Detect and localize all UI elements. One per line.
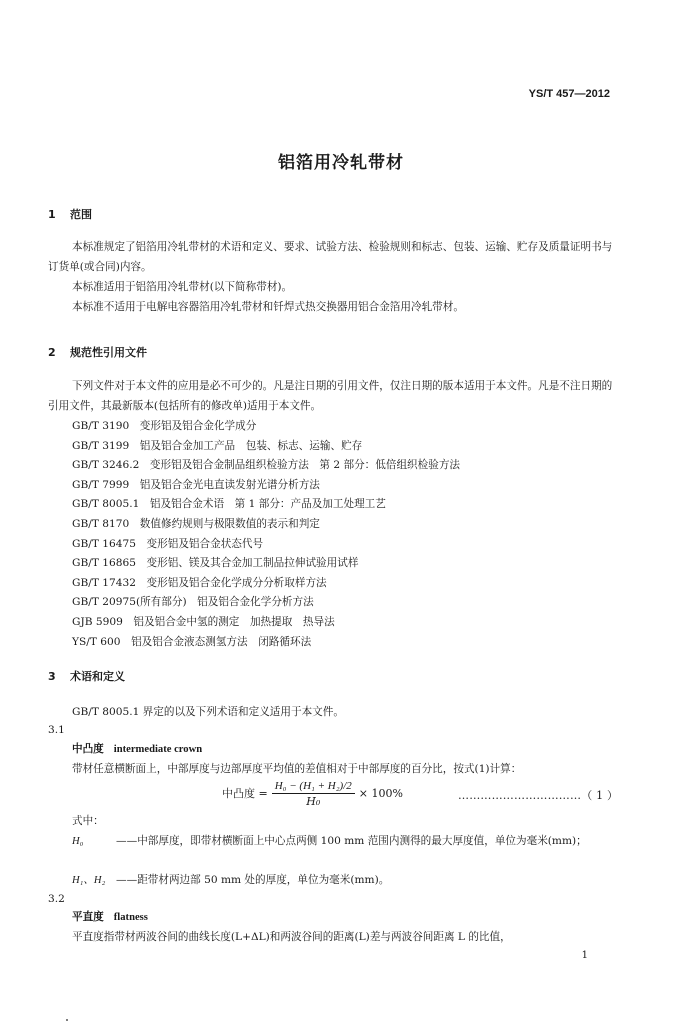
formula-numerator: H₀ − (H₁ + H₂)/2 <box>272 780 355 794</box>
section-title: 规范性引用文件 <box>70 346 147 359</box>
term-cn: 中凸度 <box>72 743 104 755</box>
reference-item: GB/T 16865 变形铝、镁及其合金加工制品拉伸试验用试样 <box>72 557 359 570</box>
reference-item: GB/T 3246.2 变形铝及铝合金制品组织检验方法 第 2 部分：低倍组织检验方法 <box>72 459 461 472</box>
crown-definition: 带材任意横断面上，中部厚度与边部厚度平均值的差值相对于中部厚度的百分比，按式(1)计算： <box>72 763 522 775</box>
standard-number: YS/T 457—2012 <box>528 88 610 100</box>
term-flatness <box>72 909 148 924</box>
formula-fraction <box>272 780 355 808</box>
clause-number-3-2: 3.2 <box>48 893 65 905</box>
reference-item: GB/T 20975(所有部分) 铝及铝合金化学分析方法 <box>72 596 314 609</box>
term-en: flatness <box>113 912 148 923</box>
reference-item: GB/T 8170 数值修约规则与极限数值的表示和判定 <box>72 517 320 530</box>
section-2-heading <box>48 344 147 360</box>
references-intro: 下列文件对于本文件的应用是必不可少的。凡是注日期的引用文件，仅注日期的版本适用于本文件。凡是不注日期的引用文件，其最新版本(包括所有的修改单)适用于本文件。 <box>48 380 613 412</box>
section-title: 范围 <box>70 208 92 221</box>
scan-speck <box>66 1019 68 1021</box>
section-number: 3 <box>48 670 56 683</box>
page-number: 1 <box>581 950 588 961</box>
term-intermediate-crown <box>72 741 202 756</box>
reference-item: YS/T 600 铝及铝合金液态测氢方法 闭路循环法 <box>72 635 312 648</box>
reference-item: GB/T 17432 变形铝及铝合金化学成分分析取样方法 <box>72 576 327 589</box>
term-cn: 平直度 <box>72 911 104 923</box>
formula-denominator: H₀ <box>306 795 321 808</box>
scope-paragraph-2: 本标准适用于铝箔用冷轧带材(以下简称带材)。 <box>72 281 293 293</box>
flatness-definition: 平直度指带材两波谷间的曲线长度(L+ΔL)和两波谷间的距离(L)差与两波谷间距离 L 的比值， <box>72 931 511 943</box>
section-1-heading <box>48 206 92 222</box>
document-title: 铝箔用冷轧带材 <box>278 153 404 173</box>
section-number: 2 <box>48 346 56 359</box>
formula-rhs: × 100% <box>358 787 403 800</box>
section-3-heading <box>48 668 125 684</box>
terms-intro: GB/T 8005.1 界定的以及下列术语和定义适用于本文件。 <box>72 706 344 718</box>
where-label: 式中： <box>72 815 104 827</box>
reference-item: GB/T 3190 变形铝及铝合金化学成分 <box>72 420 257 432</box>
reference-item: GB/T 16475 变形铝及铝合金状态代号 <box>72 537 264 550</box>
variable-h0-description: ——中部厚度，即带材横断面上中心点两侧 100 mm 范围内测得的最大厚度值，单位为毫米(mm)； <box>116 835 587 847</box>
crown-formula <box>222 780 403 808</box>
scope-paragraph-3: 本标准不适用于电解电容器箔用冷轧带材和钎焊式热交换器用铝合金箔用冷轧带材。 <box>72 301 464 313</box>
section-number: 1 <box>48 208 56 221</box>
formula-lhs: 中凸度 = <box>222 787 268 800</box>
variable-h0: H₀ <box>72 836 84 847</box>
variable-h1-h2-description: ——距带材两边部 50 mm 处的厚度，单位为毫米(mm)。 <box>116 874 390 886</box>
term-en: intermediate crown <box>113 744 203 755</box>
normative-references-list <box>72 417 460 652</box>
scope-paragraph-1: 本标准规定了铝箔用冷轧带材的术语和定义、要求、试验方法、检验规则和标志、包装、运输、贮存及质量证明书与订货单(或合同)内容。 <box>48 241 613 273</box>
reference-item: GJB 5909 铝及铝合金中氢的测定 加热提取 热导法 <box>72 615 335 628</box>
clause-number-3-1: 3.1 <box>48 724 65 736</box>
variable-h1-h2: H₁、H₂ <box>72 875 106 886</box>
equation-number: ……………………………（ 1 ） <box>458 789 619 802</box>
reference-item: GB/T 3199 铝及铝合金加工产品 包装、标志、运输、贮存 <box>72 439 363 452</box>
section-title: 术语和定义 <box>70 670 125 683</box>
reference-item: GB/T 7999 铝及铝合金光电直读发射光谱分析方法 <box>72 478 320 491</box>
reference-item: GB/T 8005.1 铝及铝合金术语 第 1 部分：产品及加工处理工艺 <box>72 498 386 511</box>
